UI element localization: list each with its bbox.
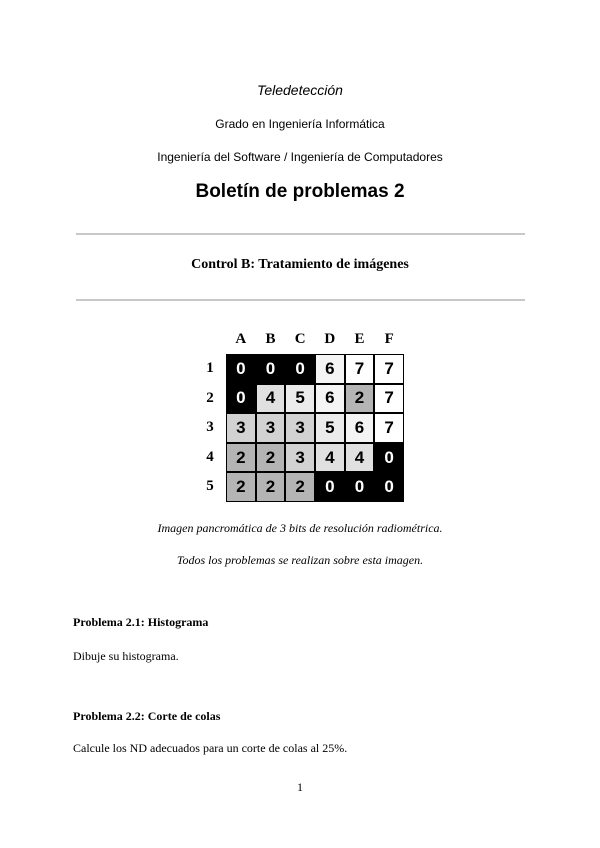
specialty-name: Ingeniería del Software / Ingeniería de Computadores bbox=[157, 150, 443, 164]
problem-text: Calcule los ND adecuados para un corte de colas al 25%. bbox=[73, 741, 348, 755]
pixel-d4: 4 bbox=[316, 444, 344, 472]
page-number: 1 bbox=[297, 780, 303, 794]
pixel-f4: 0 bbox=[374, 443, 404, 473]
image-caption: Imagen pancromática de 3 bits de resolución radiométrica. bbox=[157, 521, 443, 535]
row-headers bbox=[200, 354, 220, 502]
pixel-f3: 7 bbox=[375, 414, 403, 442]
row-header-2: 2 bbox=[206, 389, 214, 406]
pixel-e3: 6 bbox=[346, 414, 374, 442]
pixel-e4: 4 bbox=[346, 444, 374, 472]
bottom-divider bbox=[76, 299, 525, 301]
top-divider bbox=[76, 233, 525, 235]
pixel-b5: 2 bbox=[257, 473, 285, 501]
pixel-b2: 4 bbox=[257, 385, 285, 413]
pixel-b1: 0 bbox=[256, 354, 286, 384]
pixel-b3: 3 bbox=[257, 414, 285, 442]
column-header-d: D bbox=[324, 331, 336, 347]
row-header-4: 4 bbox=[206, 448, 214, 465]
pixel-f5: 0 bbox=[374, 472, 404, 502]
pixel-c5: 2 bbox=[286, 473, 314, 501]
problem-title: Problema 2.1: Histograma bbox=[73, 615, 209, 629]
pixel-a4: 2 bbox=[227, 444, 255, 472]
pixel-b4: 2 bbox=[257, 444, 285, 472]
pixel-f1: 7 bbox=[375, 355, 403, 383]
column-header-f: F bbox=[384, 331, 394, 347]
pixel-c1: 0 bbox=[285, 354, 315, 384]
pixel-d3: 5 bbox=[316, 414, 344, 442]
pixel-d1: 6 bbox=[316, 355, 344, 383]
pixel-e5: 0 bbox=[345, 472, 375, 502]
section-title: Control B: Tratamiento de imágenes bbox=[191, 257, 409, 272]
row-header-5: 5 bbox=[206, 478, 214, 495]
pixel-c2: 5 bbox=[286, 385, 314, 413]
degree-name: Grado en Ingeniería Informática bbox=[215, 117, 385, 131]
document-title: Boletín de problemas 2 bbox=[195, 181, 405, 202]
pixel-e1: 7 bbox=[346, 355, 374, 383]
pixel-f2: 7 bbox=[375, 385, 403, 413]
column-header-b: B bbox=[265, 331, 276, 347]
problem-title: Problema 2.2: Corte de colas bbox=[73, 709, 221, 723]
subject-name: Teledetección bbox=[257, 82, 343, 98]
pixel-a5: 2 bbox=[227, 473, 255, 501]
column-header-a: A bbox=[235, 331, 247, 347]
pixel-a1: 0 bbox=[226, 354, 256, 384]
column-header-e: E bbox=[354, 331, 365, 347]
pixel-d5: 0 bbox=[315, 472, 345, 502]
image-note: Todos los problemas se realizan sobre esta imagen. bbox=[176, 553, 424, 567]
problem-text: Dibuje su histograma. bbox=[73, 649, 179, 663]
pixel-e2: 2 bbox=[346, 385, 374, 413]
row-header-3: 3 bbox=[206, 419, 214, 436]
pixel-a2: 0 bbox=[226, 384, 256, 414]
pixel-c3: 3 bbox=[286, 414, 314, 442]
pixel-grid bbox=[226, 354, 404, 502]
pixel-c4: 3 bbox=[286, 444, 314, 472]
column-header-c: C bbox=[294, 331, 306, 347]
row-header-1: 1 bbox=[206, 360, 214, 376]
pixel-d2: 6 bbox=[316, 385, 344, 413]
pixel-a3: 3 bbox=[227, 414, 255, 442]
column-headers bbox=[226, 331, 404, 349]
